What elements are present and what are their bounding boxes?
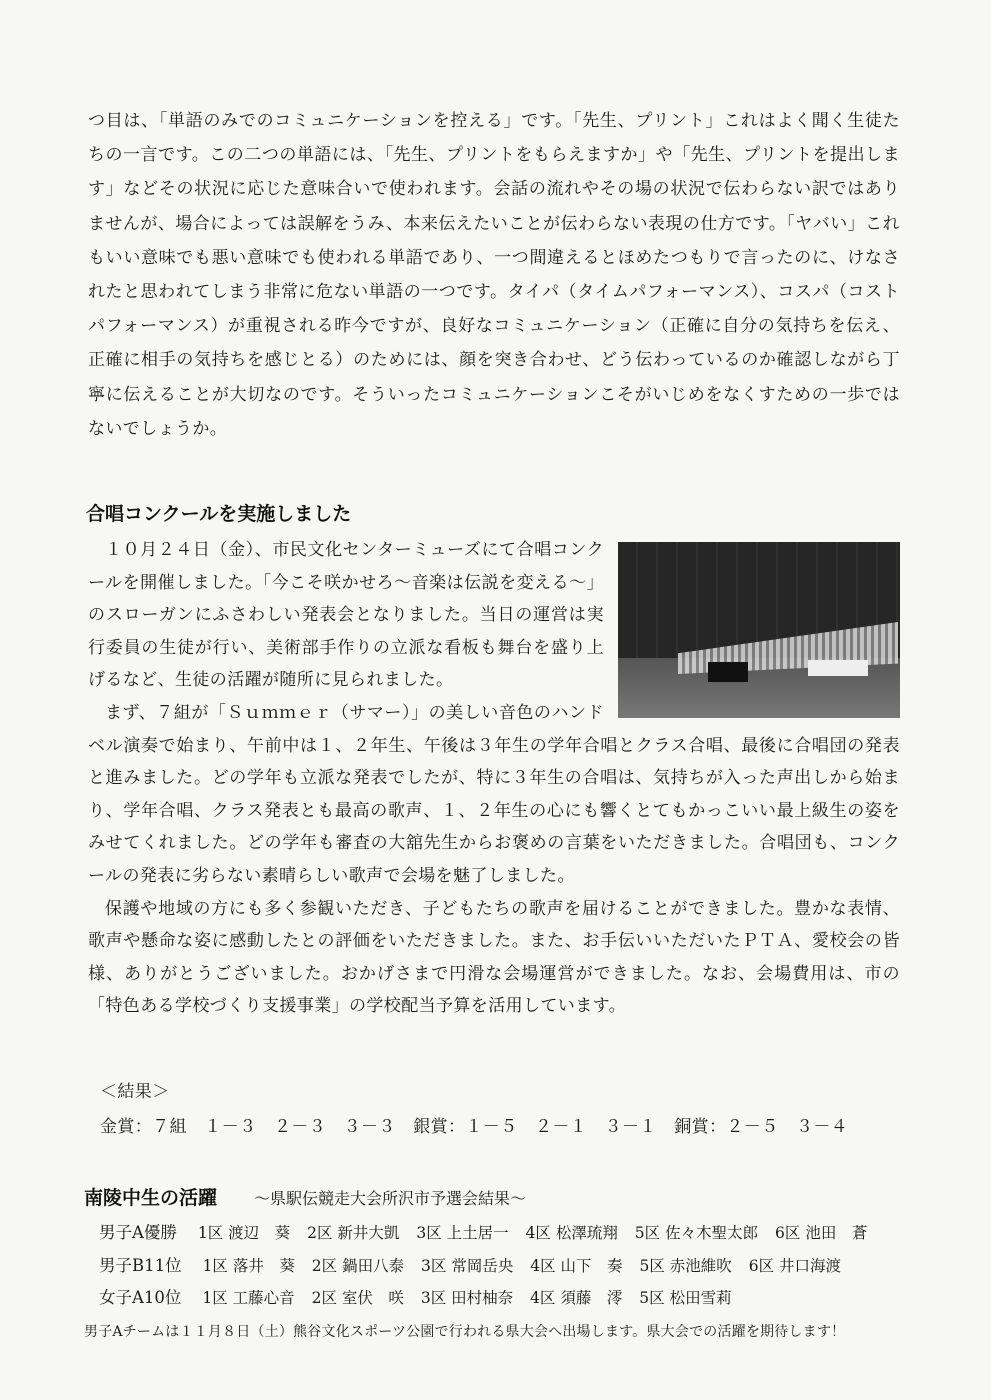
leg-runner: 3区 田村柚奈 <box>420 1289 514 1307</box>
results-label: ＜結果＞ <box>100 1082 170 1102</box>
leg-runner: 5区 佐々木聖太郎 <box>634 1224 759 1242</box>
ekiden-section-subtitle: ～県駅伝競走大会所沢市予選会結果～ <box>254 1189 527 1208</box>
team-result: 女子A10位 <box>99 1288 182 1307</box>
choir-concert-photo <box>618 542 900 718</box>
team-result: 男子B11位 <box>99 1256 182 1275</box>
leg-runner: 5区 松田雪莉 <box>639 1289 732 1307</box>
leg-runner: 6区 井口海渡 <box>748 1257 842 1275</box>
leg-runner: 6区 池田 蒼 <box>775 1224 868 1242</box>
leg-runner: 1区 工藤心音 <box>202 1289 295 1307</box>
leg-runner: 4区 須藤 澪 <box>530 1289 623 1307</box>
leg-runner: 4区 松澤琉翔 <box>525 1224 618 1242</box>
leg-runner: 3区 常岡岳央 <box>421 1257 514 1275</box>
choir-section-body <box>88 534 900 1023</box>
team-row <box>99 1219 867 1243</box>
ekiden-footer-note: 男子Aチームは１１月８日（土）熊谷文化スポーツ公園で行われる県大会へ出場します。県大会での活躍を期待します！ <box>84 1324 846 1340</box>
results-line: 金賞：７組 １－３ ２－３ ３－３ 銀賞：１－５ ２－１ ３－１ 銅賞：２－５ ３－４ <box>100 1117 849 1137</box>
intro-paragraph: つ目は、「単語のみでのコミュニケーションを控える」です。「先生、プリント」これはよく聞く生徒たちの一言です。この二つの単語には、「先生、プリントをもらえますか」や「先生、プリントを提出します」などその状況に応じた意味合いで使われます。会話の流れやその場の状況で伝わらない訳ではありませんが、場合によっては誤解をうみ、本来伝えたいことが伝わらない表現の仕方です。「ヤバい」これもいい意味でも悪い意味でも使われる単語であり、一つ間違えるとほめたつもりで言ったのに、けなされたと思われてしまう非常に危ない単語の一つです。タイパ（タイムパフォーマンス）、コスパ（コストパフォーマンス）が重視される昨今ですが、良好なコミュニケーション（正確に自分の気持ちを伝え、正確に相手の気持ちを感じとる）のためには、顔を突き合わせ、どう伝わっているのか確認しながら丁寧に伝えることが大切なのです。そういったコミュニケーションこそがいじめをなくすための一歩ではないでしょうか。 <box>88 111 900 439</box>
photo-piano <box>708 662 748 682</box>
leg-runner: 2区 新井大凱 <box>307 1224 400 1242</box>
team-row <box>99 1252 841 1276</box>
leg-runner: 5区 赤池維吹 <box>639 1257 732 1275</box>
ekiden-section-title: 南陵中生の活躍 <box>84 1187 218 1209</box>
choir-paragraph-1-text: １０月２４日（金）、市民文化センターミューズにて合唱コンクールを開催しました。「今こそ咲かせろ～音楽は伝説を変える～」のスローガンにふさわしい発表会となりました。当日の運営は実行委員の生徒が行い、美術部手作りの立派な看板も舞台を盛り上げるなど、生徒の活躍が随所に見られました。 <box>88 540 604 691</box>
leg-runner: 3区 上土居一 <box>416 1224 509 1242</box>
choir-paragraph-3: 保護や地域の方にも多く参観いただき、子どもたちの歌声を届けることができました。豊かな表情、歌声や懸命な姿に感動したとの評価をいただきました。また、お手伝いいただいたＰＴＡ、愛校会の皆様、ありがとうございました。おかげさまで円滑な会場運営ができました。なお、会場費用は、市の「特色ある学校づくり支援事業」の学校配当予算を活用しています。 <box>88 898 900 1017</box>
leg-runner: 1区 落井 葵 <box>202 1257 295 1275</box>
choir-section-title: 合唱コンクールを実施しました <box>86 503 352 525</box>
leg-runner: 4区 山下 奏 <box>530 1257 623 1275</box>
team-result: 男子A優勝 <box>99 1223 177 1242</box>
team-row <box>99 1284 732 1308</box>
leg-runner: 2区 鍋田八泰 <box>311 1257 405 1275</box>
choir-paragraph-2: まず、７組が「Ｓｕｍｍｅｒ（サマー）」の美しい音色のハンドベル演奏で始まり、午前中は１、２年生、午後は３年生の学年合唱とクラス合唱、最後に合唱団の発表と進みました。どの学年も立派な発表でしたが、特に３年生の合唱は、気持ちが入った声出しから始まり、学年合唱、クラス発表とも最高の歌声、１、２年生の心にも響くとてもかっこいい最上級生の姿をみせてくれました。どの学年も審査の大舘先生からお褒めの言葉をいただきました。合唱団も、コンクールの発表に劣らない素晴らしい歌声で会場を魅了しました。 <box>88 702 900 886</box>
choir-paragraph-1 <box>88 534 900 697</box>
photo-bell-table <box>808 660 868 676</box>
leg-runner: 1区 渡辺 葵 <box>197 1224 291 1242</box>
leg-runner: 2区 室伏 咲 <box>311 1289 404 1307</box>
